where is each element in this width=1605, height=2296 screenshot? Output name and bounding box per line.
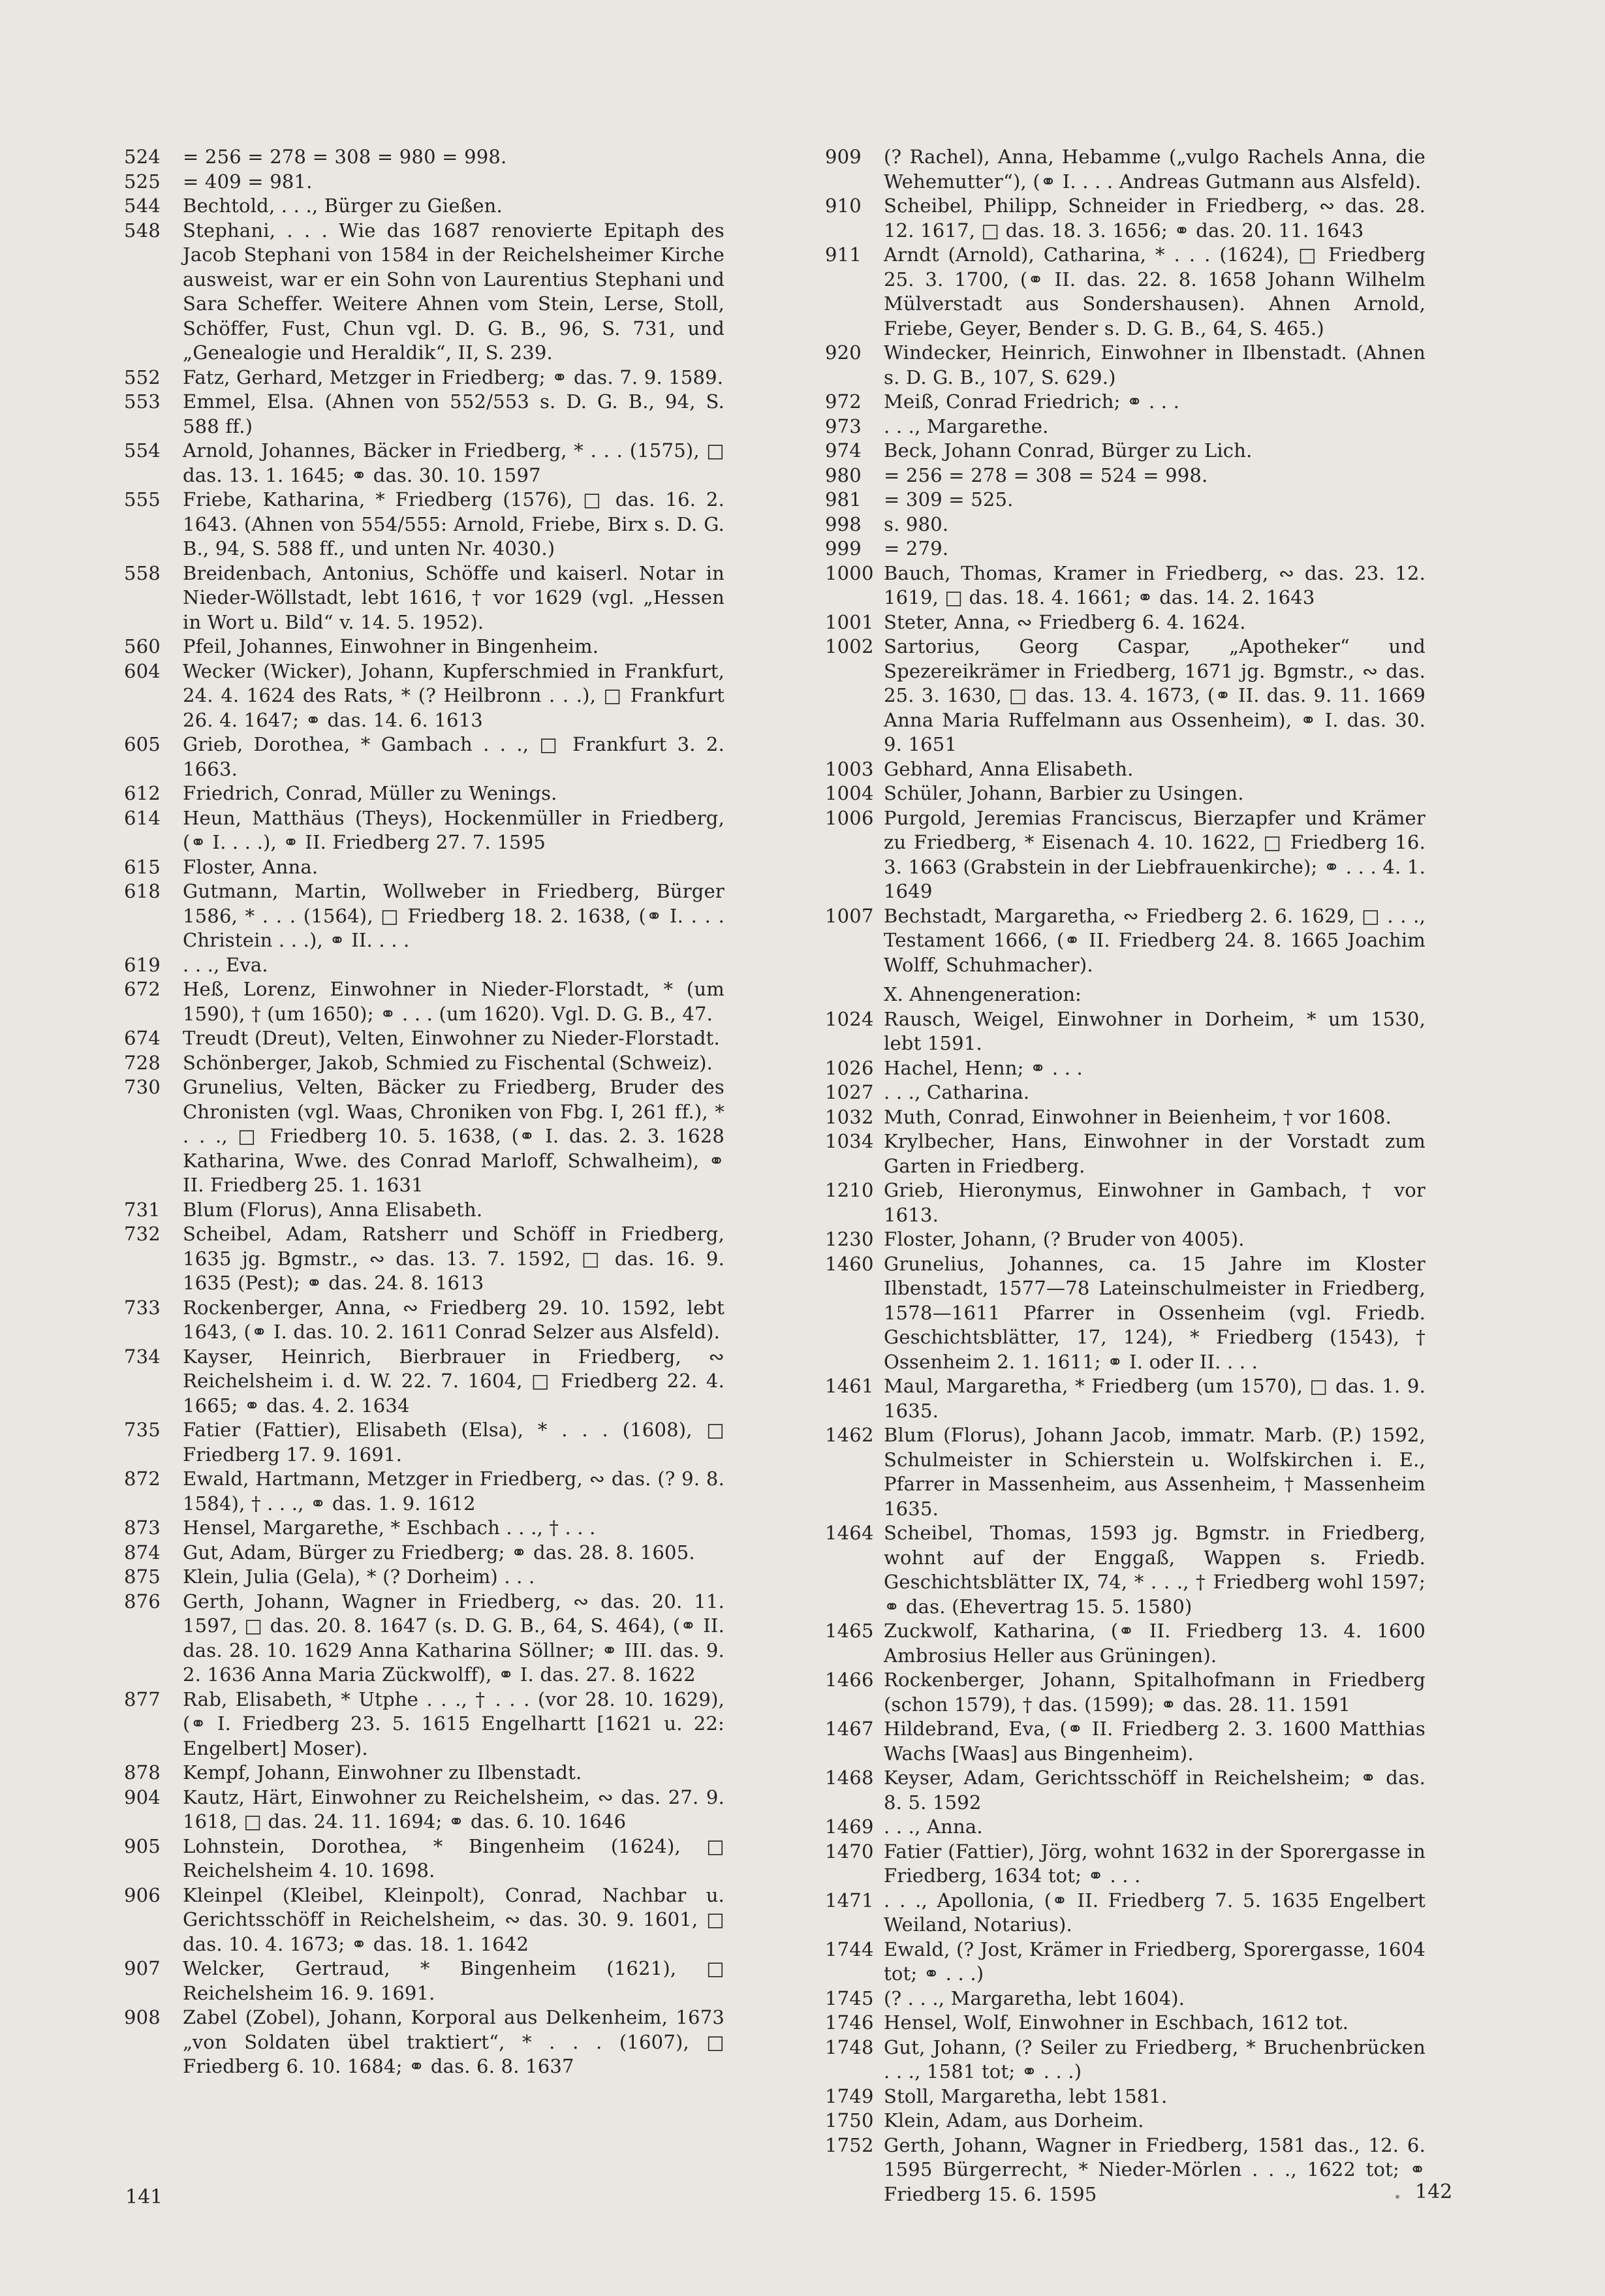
entry-number: 619	[124, 953, 161, 976]
entry-number: 1002	[825, 635, 874, 657]
entry-number: 614	[124, 806, 161, 829]
genealogy-entry	[825, 537, 1426, 561]
entry-text: = 409 = 981.	[183, 170, 313, 193]
entry-text: Zuckwolf, Katharina, (⚭ II. Friedberg 13. 4. 1600 Ambrosius Heller aus Grüningen).	[884, 1620, 1426, 1667]
entry-text: Gebhard, Anna Elisabeth.	[884, 757, 1134, 780]
genealogy-entry	[825, 2109, 1426, 2133]
genealogy-entry	[825, 1105, 1426, 1130]
entry-text: . . ., Eva.	[183, 953, 268, 976]
entry-text: Ewald, Hartmann, Metzger in Friedberg, ∾ das. (? 9. 8. 1584), † . . ., ⚭ das. 1. 9. 1612	[183, 1468, 725, 1515]
entry-number: 552	[124, 366, 161, 388]
entry-number: 615	[124, 855, 161, 878]
entry-text: Hachel, Henn; ⚭ . . .	[884, 1056, 1083, 1079]
entry-number: 674	[124, 1027, 161, 1049]
section-heading: X. Ahnengeneration:	[884, 983, 1082, 1005]
entry-number: 875	[124, 1565, 161, 1588]
genealogy-entry	[124, 219, 725, 366]
entry-number: 1026	[825, 1056, 874, 1079]
genealogy-entry	[124, 659, 725, 733]
entry-text: = 256 = 278 = 308 = 980 = 998.	[183, 146, 507, 168]
entry-number: 1464	[825, 1522, 874, 1544]
entry-text: . . ., Catharina.	[884, 1081, 1030, 1103]
genealogy-entry	[124, 1296, 725, 1345]
genealogy-entry	[124, 806, 725, 855]
genealogy-entry	[124, 635, 725, 659]
entry-number: 554	[124, 439, 161, 462]
entry-number: 908	[124, 2006, 161, 2028]
entry-text: . . ., Apollonia, (⚭ II. Friedberg 7. 5. 1635 Engelbert Weiland, Notarius).	[884, 1889, 1426, 1936]
genealogy-entry	[825, 635, 1426, 757]
entry-text: Meiß, Conrad Friedrich; ⚭ . . .	[884, 390, 1180, 413]
genealogy-entry	[124, 1565, 725, 1590]
entry-number: 1006	[825, 806, 874, 829]
genealogy-entry	[825, 806, 1426, 904]
entry-number: 1750	[825, 2109, 874, 2131]
entry-text: Steter, Anna, ∾ Friedberg 6. 4. 1624.	[884, 610, 1246, 633]
entry-number: 872	[124, 1468, 161, 1490]
genealogy-entry	[825, 1840, 1426, 1889]
entry-text: Breidenbach, Antonius, Schöffe und kaiserl. Notar in Nieder-Wöllstadt, lebt 1616, † vor 1629 (vgl. „Hessen in Wort u. Bild“ v. 14. 5. 1952).	[183, 561, 725, 633]
genealogy-entry	[124, 1467, 725, 1516]
entry-text: (? . . ., Margaretha, lebt 1604).	[884, 1987, 1185, 2009]
genealogy-entry	[825, 464, 1426, 488]
entry-text: Windecker, Heinrich, Einwohner in Ilbenstadt. (Ahnen s. D. G. B., 107, S. 629.)	[884, 341, 1426, 388]
entry-number: 1230	[825, 1228, 874, 1250]
entry-text: Fatz, Gerhard, Metzger in Friedberg; ⚭ das. 7. 9. 1589.	[183, 366, 724, 388]
entry-text: Kempf, Johann, Einwohner zu Ilbenstadt.	[183, 1761, 582, 1784]
entry-number: 1744	[825, 1938, 874, 1960]
entry-number: 1032	[825, 1105, 874, 1128]
genealogy-entry	[825, 488, 1426, 512]
entry-number: 672	[124, 978, 161, 1000]
genealogy-entry	[124, 1222, 725, 1296]
entry-number: 555	[124, 488, 161, 511]
entry-text: Purgold, Jeremias Franciscus, Bierzapfer und Krämer zu Friedberg, * Eisenach 4. 10. 1622, □ Friedberg 16. 3. 1663 (Grabstein in der Liebfrauenkirche); ⚭ . . . 4. 1. 1649	[884, 806, 1426, 902]
entry-number: 1462	[825, 1424, 874, 1446]
entry-number: 920	[825, 341, 862, 364]
genealogy-entry	[825, 2084, 1426, 2109]
entry-number: 972	[825, 390, 862, 413]
entry-number: 1000	[825, 561, 874, 584]
entry-text: Keyser, Adam, Gerichtsschöff in Reichelsheim; ⚭ das. 8. 5. 1592	[884, 1767, 1426, 1814]
genealogy-entry	[825, 390, 1426, 415]
genealogy-entry	[124, 1883, 725, 1957]
entry-text: = 309 = 525.	[884, 488, 1014, 511]
entry-text: Klein, Julia (Gela), * (? Dorheim) . . .	[183, 1565, 535, 1588]
entry-number: 974	[825, 439, 862, 462]
entry-number: 904	[124, 1785, 161, 1808]
entry-number: 1461	[825, 1375, 874, 1397]
genealogy-entry	[825, 1889, 1426, 1938]
genealogy-entry	[124, 732, 725, 781]
genealogy-entry	[825, 1717, 1426, 1766]
genealogy-entry	[124, 1345, 725, 1419]
page-number-left: 141	[125, 2186, 163, 2209]
entry-number: 604	[124, 659, 161, 682]
page-number-right: 142	[1415, 2180, 1453, 2203]
genealogy-entry	[124, 781, 725, 806]
genealogy-entry	[825, 1080, 1426, 1105]
entry-text: Scheibel, Adam, Ratsherr und Schöff in Friedberg, 1635 jg. Bgmstr., ∾ das. 13. 7. 1592, □ das. 16. 9. 1635 (Pest); ⚭ das. 24. 8. 1613	[183, 1223, 725, 1294]
entry-text: Gerth, Johann, Wagner in Friedberg, ∾ das. 20. 11. 1597, □ das. 20. 8. 1647 (s. D. G. B., 64, S. 464), (⚭ II. das. 28. 10. 1629 Anna Katharina Söllner; ⚭ III. das. 9. 2. 1636 Anna Maria Zückwolff), ⚭ I. das. 27. 8. 1622	[183, 1590, 725, 1686]
entry-number: 906	[124, 1883, 161, 1906]
entry-text: Gerth, Johann, Wagner in Friedberg, 1581 das., 12. 6. 1595 Bürgerrecht, * Nieder-Mörlen . . ., 1622 tot; ⚭ Friedberg 15. 6. 1595	[884, 2133, 1426, 2205]
entry-number: 1034	[825, 1130, 874, 1152]
genealogy-entry	[825, 2011, 1426, 2036]
entry-number: 877	[124, 1688, 161, 1710]
entry-text: Lohnstein, Dorothea, * Bingenheim (1624), □ Reichelsheim 4. 10. 1698.	[183, 1834, 725, 1881]
genealogy-entry	[124, 488, 725, 561]
entry-text: Rockenberger, Anna, ∾ Friedberg 29. 10. 1592, lebt 1643, (⚭ I. das. 10. 2. 1611 Conrad Selzer aus Alsfeld).	[183, 1296, 725, 1343]
genealogy-entry	[124, 194, 725, 219]
entry-number: 909	[825, 146, 862, 168]
genealogy-entry	[825, 610, 1426, 635]
entry-number: 1467	[825, 1718, 874, 1740]
genealogy-entry	[825, 1374, 1426, 1423]
entry-number: 876	[124, 1590, 161, 1612]
genealogy-entry	[124, 439, 725, 488]
entry-number: 981	[825, 488, 862, 511]
entry-number: 734	[124, 1345, 161, 1368]
entry-number: 525	[124, 170, 161, 193]
genealogy-entry	[825, 2133, 1426, 2207]
entry-text: = 256 = 278 = 308 = 524 = 998.	[884, 464, 1208, 486]
entry-number: 910	[825, 195, 862, 217]
genealogy-entry	[124, 1834, 725, 1883]
entry-number: 1749	[825, 2084, 874, 2107]
entry-text: . . ., Anna.	[884, 1816, 983, 1838]
entry-number: 911	[825, 244, 862, 266]
entry-text: Hensel, Margarethe, * Eschbach . . ., † . . .	[183, 1517, 596, 1539]
genealogy-entry	[124, 1516, 725, 1541]
right-column-entries-b	[825, 1007, 1426, 2207]
entry-text: Rab, Elisabeth, * Utphe . . ., † . . . (vor 28. 10. 1629), (⚭ I. Friedberg 23. 5. 1615 Engelhartt [1621 u. 22: Engelbert] Moser).	[183, 1688, 725, 1759]
genealogy-entry	[124, 977, 725, 1026]
genealogy-entry	[825, 1938, 1426, 1987]
entry-number: 973	[825, 415, 862, 437]
genealogy-entry	[825, 1056, 1426, 1081]
entry-text: Floster, Johann, (? Bruder von 4005).	[884, 1228, 1245, 1250]
entry-text: Schüler, Johann, Barbier zu Usingen.	[884, 782, 1244, 804]
genealogy-entry	[825, 415, 1426, 439]
entry-text: Kleinpel (Kleibel, Kleinpolt), Conrad, Nachbar u. Gerichtsschöff in Reichelsheim, ∾ das. 30. 9. 1601, □ das. 10. 4. 1673; ⚭ das. 18. 1. 1642	[183, 1883, 725, 1955]
entry-number: 558	[124, 561, 161, 584]
genealogy-entry	[825, 2036, 1426, 2084]
entry-text: Pfeil, Johannes, Einwohner in Bingenheim.	[183, 635, 599, 657]
genealogy-entry	[124, 561, 725, 635]
left-column	[124, 145, 725, 2079]
entry-number: 1745	[825, 1987, 874, 2009]
entry-text: Heß, Lorenz, Einwohner in Nieder-Florstadt, * (um 1590), † (um 1650); ⚭ . . . (um 1620). Vgl. D. G. B., 47.	[183, 978, 725, 1025]
genealogy-entry	[825, 1227, 1426, 1252]
entry-number: 731	[124, 1198, 161, 1221]
entry-number: 980	[825, 464, 862, 486]
genealogy-entry	[825, 1178, 1426, 1227]
entry-text: Scheibel, Philipp, Schneider in Friedberg, ∾ das. 28. 12. 1617, □ das. 18. 3. 1656; ⚭ das. 20. 11. 1643	[884, 195, 1426, 242]
entry-text: Blum (Florus), Johann Jacob, immatr. Marb. (P.) 1592, Schulmeister in Schierstein u. Wolfskirchen i. E., Pfarrer in Massenheim, aus Assenheim, † Massenheim 1635.	[884, 1424, 1426, 1520]
entry-text: Rausch, Weigel, Einwohner in Dorheim, * um 1530, lebt 1591.	[884, 1007, 1426, 1054]
entry-number: 1007	[825, 904, 874, 927]
entry-text: Welcker, Gertraud, * Bingenheim (1621), □ Reichelsheim 16. 9. 1691.	[183, 1957, 725, 2004]
entry-text: Stoll, Margaretha, lebt 1581.	[884, 2084, 1168, 2107]
entry-text: Treudt (Dreut), Velten, Einwohner zu Nieder-Florstadt.	[183, 1027, 720, 1049]
entry-text: (? Rachel), Anna, Hebamme („vulgo Rachels Anna, die Wehemutter“), (⚭ I. . . . Andreas Gutmann aus Alsfeld).	[884, 146, 1426, 193]
genealogy-entry	[124, 390, 725, 439]
entry-text: = 279.	[884, 537, 949, 559]
genealogy-entry	[825, 194, 1426, 243]
entry-number: 548	[124, 219, 161, 242]
entry-text: Arnold, Johannes, Bäcker in Friedberg, * . . . (1575), □ das. 13. 1. 1645; ⚭ das. 30. 10. 1597	[183, 439, 725, 486]
entry-number: 1003	[825, 757, 874, 780]
entry-text: Heun, Matthäus (Theys), Hockenmüller in Friedberg, (⚭ I. . . .), ⚭ II. Friedberg 27. 7. 1595	[183, 806, 725, 853]
entry-number: 612	[124, 782, 161, 804]
entry-text: Kautz, Härt, Einwohner zu Reichelsheim, ∾ das. 27. 9. 1618, □ das. 24. 11. 1694; ⚭ das. 6. 10. 1646	[183, 1785, 725, 1832]
genealogy-entry	[124, 1761, 725, 1785]
entry-number: 560	[124, 635, 161, 657]
entry-text: s. 980.	[884, 512, 949, 535]
entry-text: Hildebrand, Eva, (⚭ II. Friedberg 2. 3. 1600 Matthias Wachs [Waas] aus Bingenheim).	[884, 1718, 1426, 1765]
entry-text: Gut, Johann, (? Seiler zu Friedberg, * Bruchenbrücken . . ., 1581 tot; ⚭ . . .)	[884, 2036, 1426, 2083]
genealogy-entry	[124, 1418, 725, 1467]
genealogy-entry	[124, 1785, 725, 1834]
entry-text: Krylbecher, Hans, Einwohner in der Vorstadt zum Garten in Friedberg.	[884, 1130, 1426, 1177]
entry-number: 728	[124, 1051, 161, 1074]
entry-text: Emmel, Elsa. (Ahnen von 552/553 s. D. G. B., 94, S. 588 ff.)	[183, 390, 725, 437]
entry-number: 1001	[825, 610, 874, 633]
entry-text: Bauch, Thomas, Kramer in Friedberg, ∾ das. 23. 12. 1619, □ das. 18. 4. 1661; ⚭ das. 14. 2. 1643	[884, 561, 1426, 608]
genealogy-entry	[825, 1619, 1426, 1668]
entry-text: Grunelius, Velten, Bäcker zu Friedberg, Bruder des Chronisten (vgl. Waas, Chroniken von Fbg. I, 261 ff.), * . . ., □ Friedberg 10. 5. 1638, (⚭ I. das. 2. 3. 1628 Katharina, Wwe. des Conrad Marloff, Schwalheim), ⚭ II. Friedberg 25. 1. 1631	[183, 1076, 725, 1196]
entry-text: Bechtold, . . ., Bürger zu Gießen.	[183, 195, 503, 217]
genealogy-entry	[825, 1766, 1426, 1815]
entry-text: Blum (Florus), Anna Elisabeth.	[183, 1198, 483, 1221]
right-column	[825, 145, 1426, 2207]
entry-number: 1746	[825, 2011, 874, 2034]
entry-text: Grunelius, Johannes, ca. 15 Jahre im Kloster Ilbenstadt, 1577—78 Lateinschulmeister in Friedberg, 1578—1611 Pfarrer in Ossenheim (vgl. Friedb. Geschichtsblätter, 17, 124), * Friedberg (1543), † Ossenheim 2. 1. 1611; ⚭ I. oder II. . . .	[884, 1252, 1426, 1373]
genealogy-entry	[124, 2005, 725, 2079]
genealogy-entry	[825, 561, 1426, 610]
entry-text: Zabel (Zobel), Johann, Korporal aus Delkenheim, 1673 „von Soldaten übel traktiert“, * . . . (1607), □ Friedberg 6. 10. 1684; ⚭ das. 6. 8. 1637	[183, 2006, 725, 2077]
entry-number: 873	[124, 1517, 161, 1539]
genealogy-entry	[825, 1521, 1426, 1619]
genealogy-entry	[124, 1026, 725, 1051]
genealogy-entry	[124, 145, 725, 170]
genealogy-entry	[825, 439, 1426, 464]
right-column-entries-a	[825, 145, 1426, 977]
entry-number: 544	[124, 195, 161, 217]
entry-text: Bechstadt, Margaretha, ∾ Friedberg 2. 6. 1629, □ . . ., Testament 1666, (⚭ II. Friedberg 24. 8. 1665 Joachim Wolff, Schuhmacher).	[884, 904, 1426, 976]
entry-number: 1748	[825, 2036, 874, 2058]
genealogy-entry	[124, 1541, 725, 1565]
entry-text: Hensel, Wolf, Einwohner in Eschbach, 1612 tot.	[884, 2011, 1349, 2034]
entry-text: . . ., Margarethe.	[884, 415, 1049, 437]
entry-text: Gut, Adam, Bürger zu Friedberg; ⚭ das. 28. 8. 1605.	[183, 1541, 695, 1564]
entry-number: 730	[124, 1076, 161, 1098]
entry-number: 1468	[825, 1767, 874, 1789]
entry-text: Maul, Margaretha, * Friedberg (um 1570), □ das. 1. 9. 1635.	[884, 1375, 1426, 1422]
entry-text: Muth, Conrad, Einwohner in Beienheim, † vor 1608.	[884, 1105, 1392, 1128]
entry-text: Grieb, Hieronymus, Einwohner in Gambach, † vor 1613.	[884, 1179, 1426, 1226]
genealogy-entry	[825, 781, 1426, 806]
entry-number: 998	[825, 512, 862, 535]
entry-number: 553	[124, 390, 161, 413]
entry-number: 1470	[825, 1840, 874, 1863]
entry-text: Wecker (Wicker), Johann, Kupferschmied in Frankfurt, 24. 4. 1624 des Rats, * (? Heilbronn . . .), □ Frankfurt 26. 4. 1647; ⚭ das. 14. 6. 1613	[183, 659, 725, 731]
entry-text: Kayser, Heinrich, Bierbrauer in Friedberg, ∾ Reichelsheim i. d. W. 22. 7. 1604, □ Friedberg 22. 4. 1665; ⚭ das. 4. 2. 1634	[183, 1345, 725, 1417]
entry-text: Rockenberger, Johann, Spitalhofmann in Friedberg (schon 1579), † das. (1599); ⚭ das. 28. 11. 1591	[884, 1669, 1426, 1716]
entry-text: Scheibel, Thomas, 1593 jg. Bgmstr. in Friedberg, wohnt auf der Enggaß, Wappen s. Friedb. Geschichtsblätter IX, 74, * . . ., † Friedberg wohl 1597; ⚭ das. (Ehevertrag 15. 5. 1580)	[884, 1522, 1426, 1618]
entry-text: Fatier (Fattier), Elisabeth (Elsa), * . . . (1608), □ Friedberg 17. 9. 1691.	[183, 1419, 725, 1466]
entry-text: Arndt (Arnold), Catharina, * . . . (1624), □ Friedberg 25. 3. 1700, (⚭ II. das. 22. 8. 1658 Johann Wilhelm Mülverstadt aus Sondershausen). Ahnen Arnold, Friebe, Geyer, Bender s. D. G. B., 64, S. 465.)	[884, 244, 1426, 339]
entry-text: Gutmann, Martin, Wollweber in Friedberg, Bürger 1586, * . . . (1564), □ Friedberg 18. 2. 1638, (⚭ I. . . . Christein . . .), ⚭ II. . . .	[183, 880, 725, 951]
genealogy-entry	[825, 512, 1426, 537]
genealogy-entry	[825, 1252, 1426, 1375]
entry-number: 1024	[825, 1007, 874, 1030]
genealogy-entry	[825, 145, 1426, 194]
entry-text: Friebe, Katharina, * Friedberg (1576), □ das. 16. 2. 1643. (Ahnen von 554/555: Arnold, Friebe, Birx s. D. G. B., 94, S. 588 ff., und unten Nr. 4030.)	[183, 488, 725, 559]
genealogy-entry	[825, 1987, 1426, 2011]
entry-number: 732	[124, 1223, 161, 1245]
entry-number: 1465	[825, 1620, 874, 1642]
genealogy-entry	[124, 855, 725, 880]
entry-number: 605	[124, 733, 161, 755]
entry-number: 1466	[825, 1669, 874, 1691]
print-speck	[1395, 2195, 1399, 2199]
entry-number: 905	[124, 1834, 161, 1857]
genealogy-entry	[825, 1668, 1426, 1717]
genealogy-entry	[825, 757, 1426, 782]
entry-text: Schönberger, Jakob, Schmied zu Fischental (Schweiz).	[183, 1051, 713, 1074]
genealogy-entry	[825, 1423, 1426, 1521]
entry-number: 874	[124, 1541, 161, 1564]
entry-text: Stephani, . . . Wie das 1687 renovierte Epitaph des Jacob Stephani von 1584 in der Reichelsheimer Kirche ausweist, war er ein Sohn von Laurentius Stephani und Sara Scheffer. Weitere Ahnen vom Stein, Lerse, Stoll, Schöffer, Fust, Chun vgl. D. G. B., 96, S. 731, und „Genealogie und Heraldik“, II, S. 239.	[183, 219, 725, 364]
genealogy-entry	[124, 1051, 725, 1076]
genealogy-entry	[124, 1688, 725, 1761]
genealogy-entry	[124, 170, 725, 195]
entry-number: 1460	[825, 1252, 874, 1275]
genealogy-entry	[825, 1129, 1426, 1178]
entry-number: 878	[124, 1761, 161, 1784]
entry-text: Friedrich, Conrad, Müller zu Wenings.	[183, 782, 557, 804]
entry-text: Sartorius, Georg Caspar, „Apotheker“ und Spezereikrämer in Friedberg, 1671 jg. Bgmstr., ∾ das. 25. 3. 1630, □ das. 13. 4. 1673, (⚭ II. das. 9. 11. 1669 Anna Maria Ruffelmann aus Ossenheim), ⚭ I. das. 30. 9. 1651	[884, 635, 1426, 755]
genealogy-entry	[825, 243, 1426, 341]
genealogy-entry	[124, 1957, 725, 2005]
entry-number: 1752	[825, 2133, 874, 2156]
genealogy-entry	[124, 1590, 725, 1688]
entry-number: 1469	[825, 1816, 874, 1838]
entry-number: 1210	[825, 1179, 874, 1201]
genealogy-entry	[124, 1075, 725, 1198]
genealogy-entry	[124, 953, 725, 978]
entry-text: Grieb, Dorothea, * Gambach . . ., □ Frankfurt 3. 2. 1663.	[183, 733, 725, 780]
entry-number: 618	[124, 880, 161, 902]
genealogy-entry	[825, 341, 1426, 390]
entry-number: 1027	[825, 1081, 874, 1103]
genealogy-entry	[124, 879, 725, 953]
entry-text: Floster, Anna.	[183, 855, 319, 878]
entry-number: 907	[124, 1957, 161, 1979]
genealogy-entry	[124, 1198, 725, 1223]
genealogy-entry	[825, 904, 1426, 978]
entry-number: 735	[124, 1419, 161, 1441]
genealogy-entry	[825, 1815, 1426, 1840]
entry-number: 733	[124, 1296, 161, 1319]
entry-number: 1471	[825, 1889, 874, 1911]
entry-text: Ewald, (? Jost, Krämer in Friedberg, Sporergasse, 1604 tot; ⚭ . . .)	[884, 1938, 1426, 1985]
genealogy-entry	[124, 366, 725, 390]
entry-text: Beck, Johann Conrad, Bürger zu Lich.	[884, 439, 1253, 462]
genealogy-entry	[825, 1007, 1426, 1056]
entry-number: 1004	[825, 782, 874, 804]
entry-text: Fatier (Fattier), Jörg, wohnt 1632 in der Sporergasse in Friedberg, 1634 tot; ⚭ . . .	[884, 1840, 1426, 1887]
entry-text: Klein, Adam, aus Dorheim.	[884, 2109, 1144, 2131]
entry-number: 999	[825, 537, 862, 559]
entry-number: 524	[124, 146, 161, 168]
